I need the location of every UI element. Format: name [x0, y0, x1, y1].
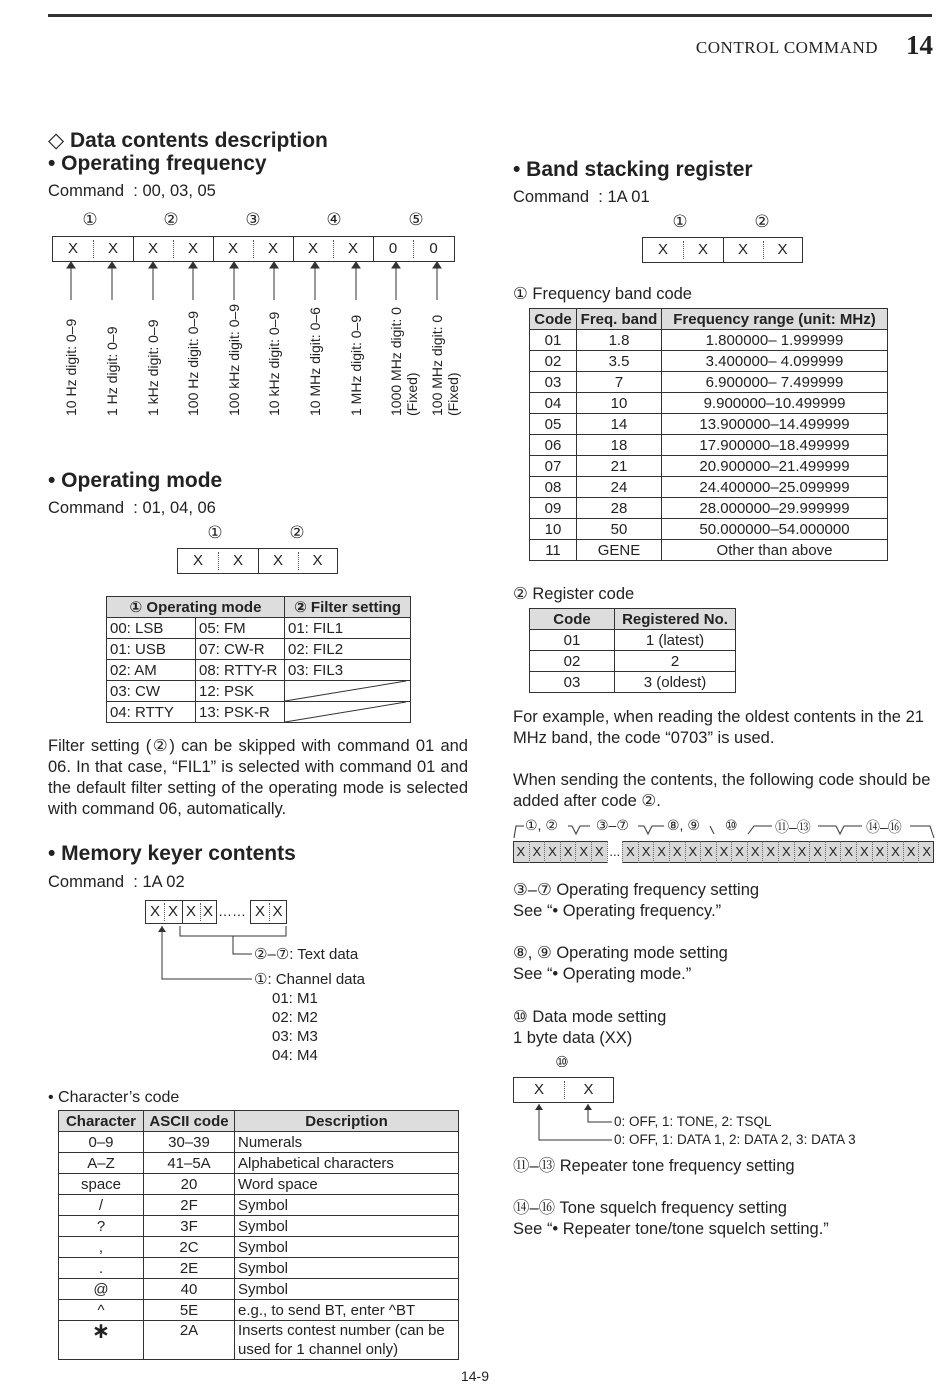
table-cell: 5E [144, 1300, 235, 1321]
table-cell: ^ [59, 1300, 144, 1321]
table-row [59, 1300, 459, 1321]
sequence-cell: ... [607, 841, 623, 863]
table-cell: GENE [577, 540, 662, 561]
table-cell: ? [59, 1216, 144, 1237]
table-cell: 2C [144, 1237, 235, 1258]
table-cell: 1.8 [577, 330, 662, 351]
keyer-cell: X [185, 903, 196, 920]
freq-cell: 0 [388, 240, 398, 257]
table-cell: 50 [577, 519, 662, 540]
table-cell: 3.5 [577, 351, 662, 372]
digit-label: 1000 MHz digit: 0 [388, 307, 404, 416]
table-cell: 02 [530, 651, 615, 672]
table-cell: 21 [577, 456, 662, 477]
table-cell: 02: AM [107, 660, 196, 681]
freq-cell: X [307, 240, 318, 257]
range-header: Frequency range (unit: MHz) [662, 309, 888, 330]
table-cell: Word space [235, 1174, 459, 1195]
tone-squelch-see: See “• Repeater tone/tone squelch setting.” [513, 1220, 829, 1238]
table-cell: . [59, 1258, 144, 1279]
channel-item: 03: M3 [272, 1028, 318, 1045]
band-cell: X [777, 241, 788, 258]
table-cell: 05: FM [196, 618, 285, 639]
keyer-ellipsis: …… [218, 903, 246, 919]
freq-cell: X [187, 240, 198, 257]
table-cell: 00: LSB [107, 618, 196, 639]
sequence-cell: X [809, 841, 825, 863]
digit-label: 1 MHz digit: 0–9 [348, 314, 364, 416]
band-cell: X [697, 241, 708, 258]
table-cell: 7 [577, 372, 662, 393]
fixed-label: (Fixed) [445, 372, 461, 416]
sequence-cell: X [653, 841, 669, 863]
sequence-cell: X [638, 841, 654, 863]
sequence-cell: X [903, 841, 919, 863]
table-cell: 10 [530, 519, 577, 540]
mode-marker-1: ① [207, 523, 223, 542]
table-cell: 18 [577, 435, 662, 456]
digit-label: 100 MHz digit: 0 [429, 314, 445, 416]
table-row [59, 1279, 459, 1300]
band-marker-1: ① [672, 212, 688, 231]
mode-cell: X [312, 552, 323, 569]
memory-keyer-command: Command : 1A 02 [48, 873, 185, 891]
table-cell: 03: CW [107, 681, 196, 702]
marker-3: ③ [245, 210, 261, 229]
section-title: CONTROL COMMAND [695, 38, 878, 57]
table-cell: 11 [530, 540, 577, 561]
data-contents-title: ◇ Data contents description [48, 129, 328, 152]
table-cell: 40 [144, 1279, 235, 1300]
keyer-cell: X [254, 903, 265, 920]
sequence-cell: X [747, 841, 763, 863]
op-mode-setting-title: ⑧, ⑨ Operating mode setting [513, 944, 728, 962]
seq-group-label: ①, ② [525, 817, 558, 833]
table-cell: 08: RTTY-R [196, 660, 285, 681]
table-cell: 04: RTTY [107, 702, 196, 723]
data-mode-label-1: 0: OFF, 1: TONE, 2: TSQL [614, 1114, 772, 1129]
register-code-title: ② Register code [513, 585, 635, 603]
seq-group-label: ⑧, ⑨ [667, 817, 700, 833]
memory-keyer-title: • Memory keyer contents [48, 842, 296, 865]
sequence-cell: X [887, 841, 903, 863]
freq-cell: 0 [429, 240, 438, 257]
freq-cell: X [147, 240, 158, 257]
table-cell: Numerals [235, 1132, 459, 1153]
sequence-cell: X [778, 841, 794, 863]
table-cell: 41–5A [144, 1153, 235, 1174]
char-header: Character [59, 1111, 144, 1132]
sequence-cell: X [591, 841, 607, 863]
data-mode-cell: X [583, 1081, 594, 1098]
keyer-cell: X [272, 903, 283, 920]
band-stacking-title: • Band stacking register [513, 158, 753, 181]
freq-band-title: ① Frequency band code [513, 285, 692, 303]
table-cell: 1 (latest) [615, 630, 736, 651]
sequence-cell: X [825, 841, 841, 863]
table-cell: 24 [577, 477, 662, 498]
seq-group-label: ⑪–⑬ [775, 819, 811, 835]
sequence-cell: X [700, 841, 716, 863]
mode-header: ① Operating mode [107, 597, 285, 618]
table-cell: 12: PSK [196, 681, 285, 702]
table-cell: 01: FIL1 [285, 618, 411, 639]
table-cell: 2E [144, 1258, 235, 1279]
table-cell: 2F [144, 1195, 235, 1216]
table-cell: 0–9 [59, 1132, 144, 1153]
table-cell: 03: FIL3 [285, 660, 411, 681]
freq-cell: X [347, 240, 358, 257]
table-cell: A–Z [59, 1153, 144, 1174]
seq-group-label: ⑩ [725, 817, 738, 833]
sequence-cell: X [716, 841, 732, 863]
digit-label: 10 MHz digit: 0–6 [307, 307, 323, 416]
seq-group-label: ③–⑦ [596, 817, 629, 833]
sequence-cell: X [622, 841, 638, 863]
table-cell: ∗ [59, 1321, 144, 1360]
sequence-cell: X [529, 841, 545, 863]
op-freq-see: See “• Operating frequency.” [513, 902, 722, 920]
table-cell: 02: FIL2 [285, 639, 411, 660]
band-marker-2: ② [754, 212, 770, 231]
table-cell: 28 [577, 498, 662, 519]
digit-label: 10 Hz digit: 0–9 [63, 318, 79, 416]
freq-cell: X [107, 240, 118, 257]
channel-item: 01: M1 [272, 990, 318, 1007]
table-cell: 03 [530, 372, 577, 393]
band-stacking-command: Command : 1A 01 [513, 188, 650, 206]
table-cell: 3 (oldest) [615, 672, 736, 693]
table-cell: @ [59, 1279, 144, 1300]
sequence-cell: X [794, 841, 810, 863]
table-cell: 10 [577, 393, 662, 414]
table-row [59, 1195, 459, 1216]
table-cell: 01: USB [107, 639, 196, 660]
table-cell: 01 [530, 330, 577, 351]
sequence-cell: X [685, 841, 701, 863]
data-mode-sub: 1 byte data (XX) [513, 1029, 633, 1047]
mode-cell: X [272, 552, 283, 569]
table-cell: 3F [144, 1216, 235, 1237]
table-cell: 24.400000–25.099999 [662, 477, 888, 498]
table-cell: Symbol [235, 1237, 459, 1258]
data-mode-marker: ⑩ [555, 1054, 569, 1071]
operating-mode-command: Command : 01, 04, 06 [48, 499, 216, 517]
data-mode-label-2: 0: OFF, 1: DATA 1, 2: DATA 2, 3: DATA 3 [614, 1132, 856, 1147]
table-cell: 20 [144, 1174, 235, 1195]
sequence-cell: X [544, 841, 560, 863]
table-cell: e.g., to send BT, enter ^BT [235, 1300, 459, 1321]
band-cell: X [737, 241, 748, 258]
digit-label: 100 Hz digit: 0–9 [185, 310, 201, 416]
sequence-cell: X [669, 841, 685, 863]
table-cell: / [59, 1195, 144, 1216]
freq-cell: X [67, 240, 78, 257]
table-row [59, 1174, 459, 1195]
table-cell: 06 [530, 435, 577, 456]
table-cell: Symbol [235, 1279, 459, 1300]
table-cell: 28.000000–29.999999 [662, 498, 888, 519]
marker-5: ⑤ [408, 210, 424, 229]
data-mode-title: ⑩ Data mode setting [513, 1008, 667, 1026]
table-cell: 13: PSK-R [196, 702, 285, 723]
table-cell: 07 [530, 456, 577, 477]
sequence-cell: X [516, 844, 526, 859]
table-cell: Other than above [662, 540, 888, 561]
keyer-cell: X [202, 903, 213, 920]
sequence-cell: X [731, 841, 747, 863]
table-cell: 14 [577, 414, 662, 435]
mode-marker-2: ② [289, 523, 305, 542]
sequence-cell: X [840, 841, 856, 863]
sequence-cell: X [762, 841, 778, 863]
tone-squelch-title: ⑭–⑯ Tone squelch frequency setting [513, 1199, 787, 1217]
table-cell: 13.900000–14.499999 [662, 414, 888, 435]
keyer-cell: X [149, 903, 160, 920]
text-data-label: ②–⑦: Text data [254, 946, 359, 963]
table-cell: space [59, 1174, 144, 1195]
page-number: 14-9 [460, 1368, 490, 1384]
registered-header: Registered No. [615, 609, 736, 630]
example-text: For example, when reading the oldest contents in the 21 MHz band, the code “0703” is used. [513, 708, 924, 747]
table-cell: 07: CW-R [196, 639, 285, 660]
table-cell: 17.900000–18.499999 [662, 435, 888, 456]
table-cell: Alphabetical characters [235, 1153, 459, 1174]
table-cell: 50.000000–54.000000 [662, 519, 888, 540]
table-cell: 20.900000–21.499999 [662, 456, 888, 477]
table-cell: Symbol [235, 1195, 459, 1216]
table-cell: Symbol [235, 1216, 459, 1237]
table-cell: 2 [615, 651, 736, 672]
section-number: 14 [906, 30, 933, 60]
table-cell: Symbol [235, 1258, 459, 1279]
table-row [59, 1321, 459, 1360]
freq-cell: X [267, 240, 278, 257]
op-freq-setting-title: ③–⑦ Operating frequency setting [513, 881, 760, 899]
mode-cell: X [232, 552, 243, 569]
mode-cell: X [192, 552, 203, 569]
channel-item: 02: M2 [272, 1009, 318, 1026]
keyer-cell: X [167, 903, 178, 920]
table-cell: , [59, 1237, 144, 1258]
band-cell: X [657, 241, 668, 258]
code-header: Code [530, 309, 577, 330]
ascii-header: ASCII code [144, 1111, 235, 1132]
filter-note: Filter setting (②) can be skipped with command 01 and 06. In that case, “FIL1” is selected with command 01 and the default filter setting of the operating mode is selected with command 06, automatically. [48, 737, 468, 818]
table-cell: 30–39 [144, 1132, 235, 1153]
table-cell: 1.800000– 1.999999 [662, 330, 888, 351]
digit-label: 10 kHz digit: 0–9 [266, 311, 282, 416]
marker-2: ② [163, 210, 179, 229]
sequence-cell: X [872, 841, 888, 863]
table-cell: 01 [530, 630, 615, 651]
table-cell: 6.900000– 7.499999 [662, 372, 888, 393]
repeater-tone-title: ⑪–⑬ Repeater tone frequency setting [513, 1157, 795, 1175]
desc-header: Description [235, 1111, 459, 1132]
digit-label: 1 kHz digit: 0–9 [145, 319, 161, 416]
table-cell: 04 [530, 393, 577, 414]
table-cell: 2A [144, 1321, 235, 1360]
marker-4: ④ [326, 210, 342, 229]
channel-item: 04: M4 [272, 1047, 318, 1064]
table-cell: 03 [530, 672, 615, 693]
sequence-cell: X [856, 841, 872, 863]
operating-frequency-command: Command : 00, 03, 05 [48, 182, 216, 200]
channel-data-label: ①: Channel data [254, 971, 366, 988]
data-mode-cell: X [533, 1081, 544, 1098]
table-cell: 9.900000–10.499999 [662, 393, 888, 414]
table-cell: 09 [530, 498, 577, 519]
sequence-cell: X [575, 841, 591, 863]
operating-mode-title: • Operating mode [48, 469, 223, 492]
fixed-label: (Fixed) [404, 372, 420, 416]
freq-cell: X [227, 240, 238, 257]
sending-text: When sending the contents, the following code should be added after code ②. [513, 771, 931, 810]
marker-1: ① [82, 210, 98, 229]
table-row [59, 1258, 459, 1279]
sequence-cell: X [560, 841, 576, 863]
seq-group-label: ⑭–⑯ [866, 819, 902, 835]
operating-frequency-title: • Operating frequency [48, 152, 267, 175]
table-row [59, 1237, 459, 1258]
table-cell: 08 [530, 477, 577, 498]
table-cell: Inserts contest number (can be used for 1 channel only) [235, 1321, 459, 1360]
op-mode-see: See “• Operating mode.” [513, 965, 692, 983]
table-cell: 02 [530, 351, 577, 372]
digit-label: 100 kHz digit: 0–9 [226, 303, 242, 416]
table-cell: 05 [530, 414, 577, 435]
table-cell: 3.400000– 4.099999 [662, 351, 888, 372]
character-code-title: • Character’s code [48, 1089, 180, 1106]
table-row [59, 1216, 459, 1237]
code-header: Code [530, 609, 615, 630]
filter-header: ② Filter setting [285, 597, 411, 618]
digit-label: 1 Hz digit: 0–9 [104, 326, 120, 416]
sequence-cell: X [918, 841, 934, 863]
band-header: Freq. band [577, 309, 662, 330]
